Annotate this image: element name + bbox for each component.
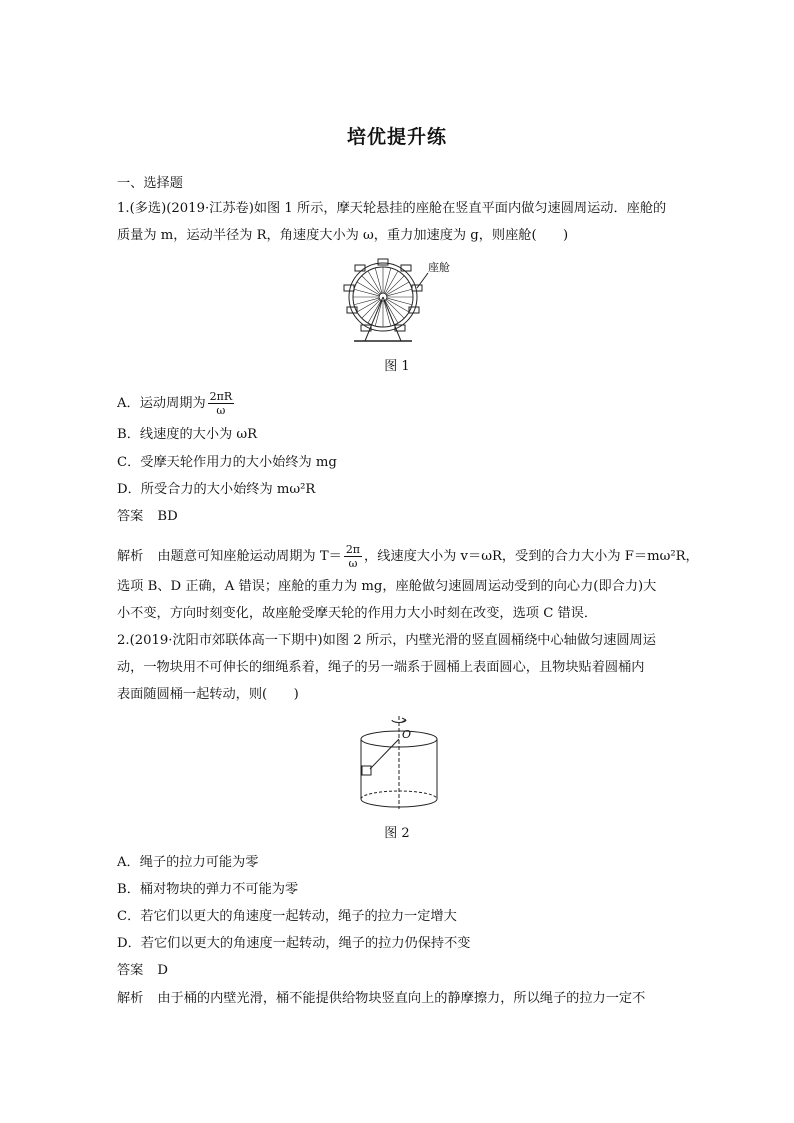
q2-stem-line-3: 表面随圆桶一起转动，则( ) <box>117 687 299 702</box>
analysis-label: 解析 <box>117 549 144 564</box>
q2-analysis-line-1 <box>117 989 645 1009</box>
q1-stem-line-1: 1.(多选)(2019·江苏卷)如图 1 所示，摩天轮悬挂的座舱在竖直平面内做匀速圆周运动．座舱的 <box>117 201 667 216</box>
q1-analysis-line-2: 选项 B、D 正确，A 错误；座舱的重力为 mg，座舱做匀速圆周运动受到的向心力(即合力)大 <box>117 579 657 594</box>
fraction-numerator: 2π <box>345 543 361 556</box>
fraction-numerator: 2πR <box>209 390 233 403</box>
answer-label: 答案 <box>117 509 144 524</box>
q1-analysis-line-3: 小不变，方向时刻变化，故座舱受摩天轮的作用力大小时刻在改变，选项 C 错误． <box>117 606 598 621</box>
cylinder-figure <box>354 714 444 814</box>
q1-stem-line-2: 质量为 m，运动半径为 R，角速度大小为 ω，重力加速度为 g，则座舱( ) <box>117 228 569 243</box>
answer-value: D <box>157 963 168 978</box>
analysis-text: 由题意可知座舱运动周期为 T＝ <box>157 549 342 564</box>
q1-option-d: D．所受合力的大小始终为 mω²R <box>117 482 316 497</box>
ferris-wheel-figure <box>340 257 455 349</box>
q2-option-c: C．若它们以更大的角速度一起转动，绳子的拉力一定增大 <box>117 909 457 924</box>
fraction-denominator: ω <box>216 404 226 417</box>
section-heading: 一、选择题 <box>117 176 183 191</box>
q1-option-c: C．受摩天轮作用力的大小始终为 mg <box>117 455 337 470</box>
wheel-spoke <box>362 300 380 318</box>
answer-value: BD <box>157 509 178 524</box>
page-title: 培优提升练 <box>346 126 447 148</box>
q2-option-a: A．绳子的拉力可能为零 <box>117 855 259 870</box>
figure1-label: 座舱 <box>428 261 450 274</box>
analysis-label: 解析 <box>117 991 144 1006</box>
analysis-text: 由于桶的内壁光滑，桶不能提供给物块竖直向上的静摩擦力，所以绳子的拉力一定不 <box>157 991 646 1006</box>
q2-option-d: D．若它们以更大的角速度一起转动，绳子的拉力仍保持不变 <box>117 936 471 951</box>
q1-answer <box>117 507 178 527</box>
q2-answer <box>117 961 168 981</box>
q2-stem-line-2: 动，一物块用不可伸长的细绳系着，绳子的另一端系于圆桶上表面圆心，且物块贴着圆桶内 <box>117 660 645 675</box>
q2-option-b: B．桶对物块的弹力不可能为零 <box>117 882 299 897</box>
analysis-fraction <box>344 543 362 570</box>
q1-option-a <box>117 390 236 417</box>
q1-analysis-line-1 <box>117 543 699 570</box>
q2-stem-line-1: 2.(2019·沈阳市郊联体高一下期中)如图 2 所示，内壁光滑的竖直圆桶绕中心轴做匀速圆周运 <box>117 633 656 648</box>
wheel-spoke <box>362 276 380 294</box>
figure1-caption: 图 1 <box>384 359 410 374</box>
q1-option-a-fraction <box>208 390 235 417</box>
q1-option-a-text: A．运动周期为 <box>117 396 206 411</box>
wheel-spoke <box>386 300 404 318</box>
figure2-caption: 图 2 <box>384 826 410 841</box>
analysis-text: ，线速度大小为 v＝ωR，受到的合力大小为 F＝mω²R， <box>364 549 699 564</box>
fraction-denominator: ω <box>348 557 358 570</box>
figure2-label: O <box>402 728 412 741</box>
answer-label: 答案 <box>117 963 144 978</box>
q1-option-b: B．线速度的大小为 ωR <box>117 427 258 442</box>
wheel-spoke <box>386 276 404 294</box>
